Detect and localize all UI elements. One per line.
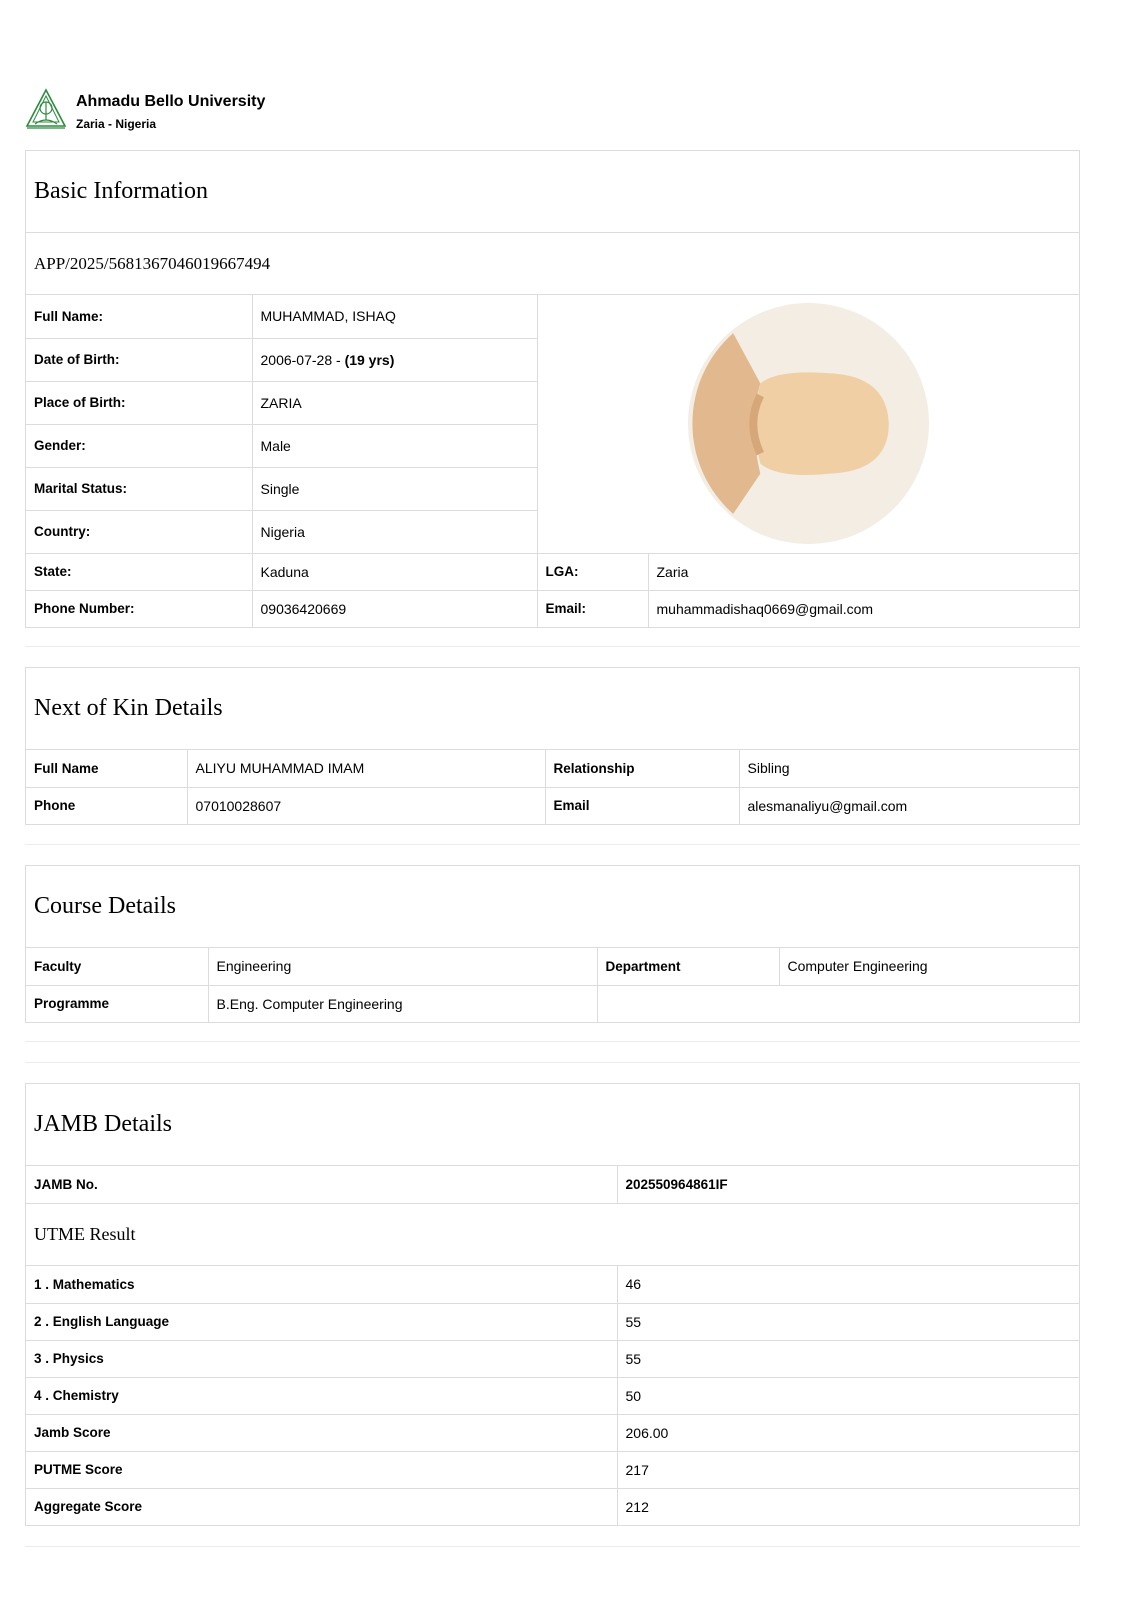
field-label: Relationship — [545, 750, 739, 787]
divider — [25, 1041, 1080, 1042]
score-label: PUTME Score — [26, 1451, 617, 1488]
field-value: 07010028607 — [187, 787, 545, 824]
table-row — [26, 553, 1079, 590]
field-label: Country: — [26, 510, 252, 553]
subject-label: 1 . Mathematics — [26, 1266, 617, 1303]
field-value: 202550964861IF — [617, 1166, 1079, 1203]
field-value: muhammadishaq0669@gmail.com — [648, 590, 1079, 627]
section-title: Course Details — [26, 866, 1079, 948]
course-details-table — [26, 948, 1079, 1022]
field-value: Engineering — [208, 948, 597, 985]
table-row — [26, 1451, 1079, 1488]
field-label: JAMB No. — [26, 1166, 617, 1203]
page-header — [25, 86, 625, 132]
subject-label: 2 . English Language — [26, 1303, 617, 1340]
photo-cell — [537, 295, 1079, 553]
field-label: Gender: — [26, 424, 252, 467]
score-label: Aggregate Score — [26, 1488, 617, 1525]
table-row — [26, 1488, 1079, 1525]
field-label: Date of Birth: — [26, 338, 252, 381]
field-label: Full Name — [26, 750, 187, 787]
table-row — [26, 295, 1079, 338]
field-label: Faculty — [26, 948, 208, 985]
score-label: Jamb Score — [26, 1414, 617, 1451]
field-value: 09036420669 — [252, 590, 537, 627]
section-title: JAMB Details — [26, 1084, 1079, 1166]
field-value: Nigeria — [252, 510, 537, 553]
table-row — [26, 1266, 1079, 1303]
subject-score: 46 — [617, 1266, 1079, 1303]
next-of-kin-table — [26, 750, 1079, 824]
divider — [25, 646, 1080, 647]
university-logo-icon — [25, 88, 67, 130]
table-row — [26, 1166, 1079, 1203]
table-row — [26, 1377, 1079, 1414]
jamb-details-section — [25, 1083, 1080, 1526]
field-value: alesmanaliyu@gmail.com — [739, 787, 1079, 824]
age-value: (19 yrs) — [344, 351, 395, 368]
field-value: Male — [252, 424, 537, 467]
university-name: Ahmadu Bello University — [76, 93, 266, 110]
field-label: LGA: — [537, 553, 648, 590]
field-value: MUHAMMAD, ISHAQ — [252, 295, 537, 338]
score-value: 217 — [617, 1451, 1079, 1488]
next-of-kin-section — [25, 667, 1080, 825]
field-label: Email — [545, 787, 739, 824]
table-row — [26, 1303, 1079, 1340]
field-value: B.Eng. Computer Engineering — [208, 985, 597, 1022]
score-value: 212 — [617, 1488, 1079, 1525]
field-label: Marital Status: — [26, 467, 252, 510]
jamb-number-table — [26, 1166, 1079, 1203]
field-label: Phone — [26, 787, 187, 824]
empty-cell — [597, 985, 1079, 1022]
course-details-section — [25, 865, 1080, 1023]
field-value: Kaduna — [252, 553, 537, 590]
table-row — [26, 787, 1079, 824]
field-label: Full Name: — [26, 295, 252, 338]
subject-label: 3 . Physics — [26, 1340, 617, 1377]
field-label: Programme — [26, 985, 208, 1022]
basic-info-table — [26, 295, 1079, 627]
score-value: 206.00 — [617, 1414, 1079, 1451]
field-label: Email: — [537, 590, 648, 627]
section-title: Next of Kin Details — [26, 668, 1079, 750]
field-value: Computer Engineering — [779, 948, 1079, 985]
divider — [25, 1546, 1080, 1547]
field-value — [252, 338, 537, 381]
field-label: Place of Birth: — [26, 381, 252, 424]
subject-label: 4 . Chemistry — [26, 1377, 617, 1414]
divider — [25, 844, 1080, 845]
field-label: Department — [597, 948, 779, 985]
field-label: Phone Number: — [26, 590, 252, 627]
table-row — [26, 1414, 1079, 1451]
utme-result-table — [26, 1266, 1079, 1525]
subject-score: 55 — [617, 1340, 1079, 1377]
basic-information-section — [25, 150, 1080, 628]
university-location: Zaria - Nigeria — [76, 117, 157, 131]
subject-score: 50 — [617, 1377, 1079, 1414]
divider — [25, 1062, 1080, 1063]
table-row — [26, 985, 1079, 1022]
table-row — [26, 948, 1079, 985]
application-number: APP/2025/5681367046019667494 — [26, 233, 1079, 295]
field-value: Single — [252, 467, 537, 510]
field-value: ZARIA — [252, 381, 537, 424]
table-row — [26, 750, 1079, 787]
field-value: Zaria — [648, 553, 1079, 590]
section-title: Basic Information — [26, 151, 1079, 233]
field-value: Sibling — [739, 750, 1079, 787]
table-row — [26, 590, 1079, 627]
utme-result-title: UTME Result — [26, 1203, 1079, 1266]
field-value: ALIYU MUHAMMAD IMAM — [187, 750, 545, 787]
dob-value: 2006-07-28 - — [260, 351, 345, 368]
avatar-placeholder-icon — [688, 303, 929, 544]
table-row — [26, 1340, 1079, 1377]
subject-score: 55 — [617, 1303, 1079, 1340]
field-label: State: — [26, 553, 252, 590]
